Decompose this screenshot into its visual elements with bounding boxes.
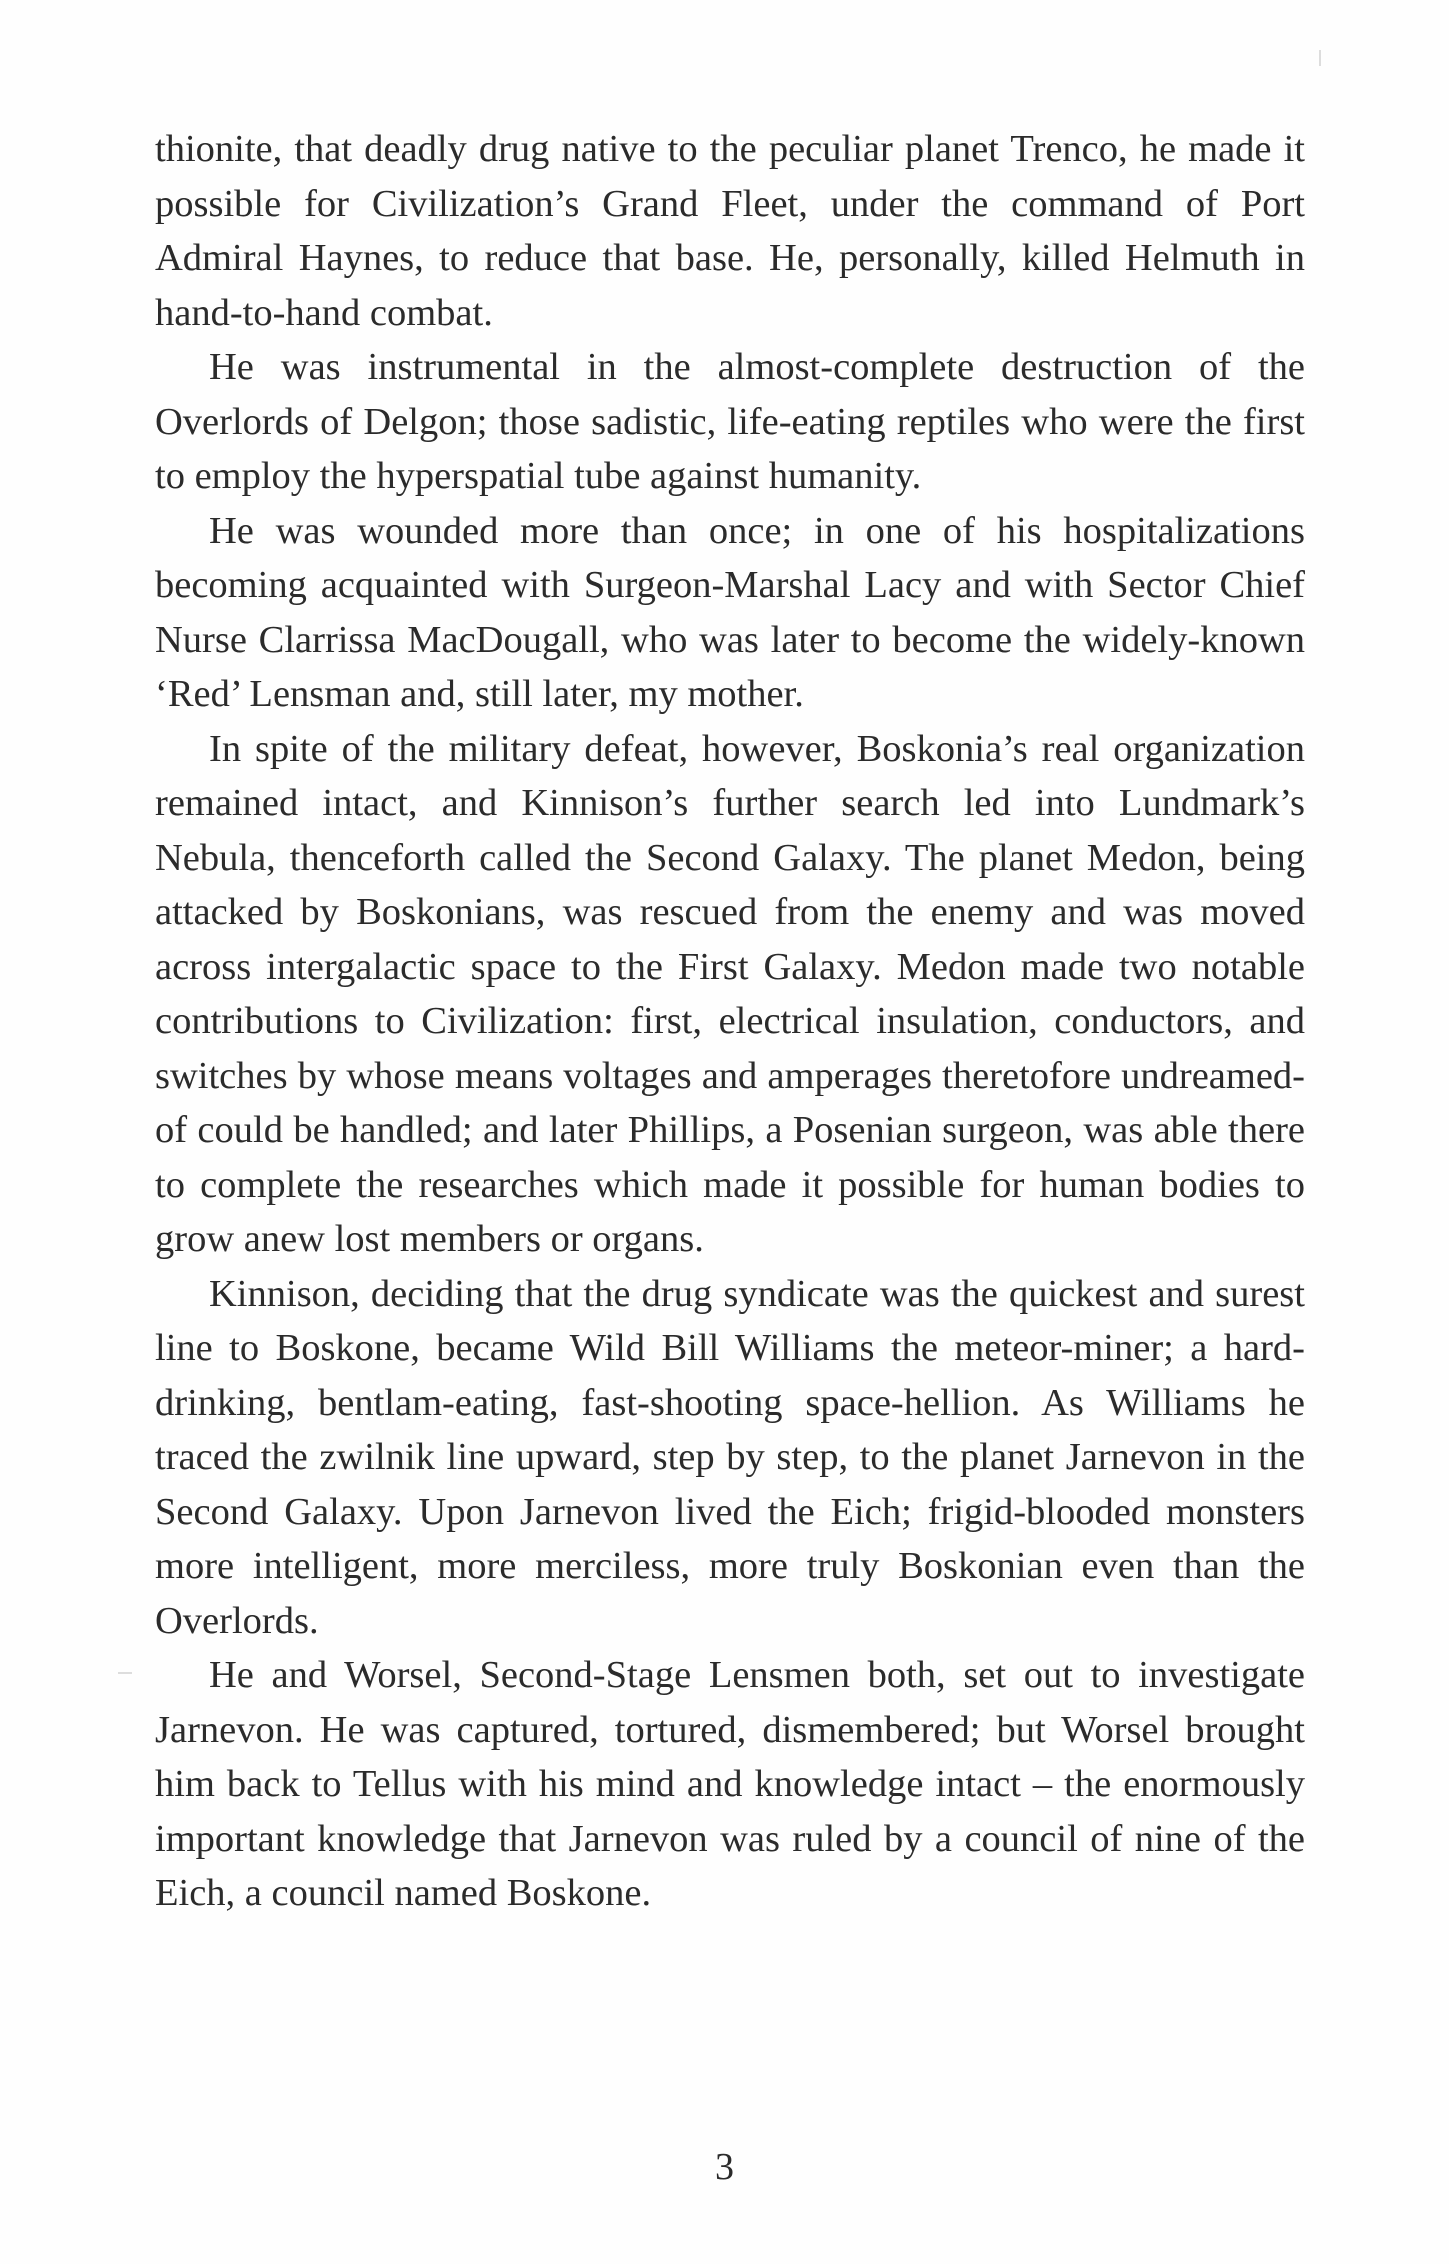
scan-artifact: [118, 1672, 132, 1674]
paragraph-1: thionite, that deadly drug native to the peculiar planet Trenco, he made it possible for Civilization’s Grand Fleet, under the command of Port Admiral Haynes, to reduce that base. He, personally, killed Helmuth in hand-to-hand combat.: [155, 128, 1305, 334]
paragraph-6: He and Worsel, Second-Stage Lensmen both, set out to investigate Jarnevon. He was captured, tortured, dismembered; but Worsel brought him back to Tellus with his mind and knowledge intact – the enormously important knowledge that Jarnevon was ruled by a council of nine of the Eich, a council named Boskone.: [155, 1654, 1305, 1914]
paragraph-5: Kinnison, deciding that the drug syndicate was the quickest and surest line to Boskone, became Wild Bill Williams the meteor-miner; a hard-drinking, bentlam-eating, fast-shooting space-hellion. As Williams he traced the zwilnik line upward, step by step, to the planet Jarnevon in the Second Galaxy. Upon Jarnevon lived the Eich; frigid-blooded monsters more intelligent, more merciless, more truly Boskonian even than the Overlords.: [155, 1272, 1305, 1642]
body-text: [155, 122, 1305, 1921]
paragraph-3: He was wounded more than once; in one of his hospitalizations becoming acquainted with Surgeon-Marshal Lacy and with Sector Chief Nurse Clarrissa MacDougall, who was later to become the widely-known ‘Red’ Lensman and, still later, my mother.: [155, 509, 1305, 715]
scan-artifact: [1319, 50, 1321, 66]
page-number: 3: [715, 2146, 734, 2188]
paragraph-2: He was instrumental in the almost-complete destruction of the Overlords of Delgon; those sadistic, life-eating reptiles who were the first to employ the hyperspatial tube against humanity.: [155, 346, 1305, 497]
paragraph-4: In spite of the military defeat, however, Boskonia’s real organization remained intact, and Kinnison’s further search led into Lundmark’s Nebula, thenceforth called the Second Galaxy. The planet Medon, being attacked by Boskonians, was rescued from the enemy and was moved across intergalactic space to the First Galaxy. Medon made two notable contributions to Civilization: first, electrical insulation, conductors, and switches by whose means voltages and amperages theretofore undreamed-of could be handled; and later Phillips, a Posenian surgeon, was able there to complete the researches which made it possible for human bodies to grow anew lost members or organs.: [155, 727, 1305, 1260]
